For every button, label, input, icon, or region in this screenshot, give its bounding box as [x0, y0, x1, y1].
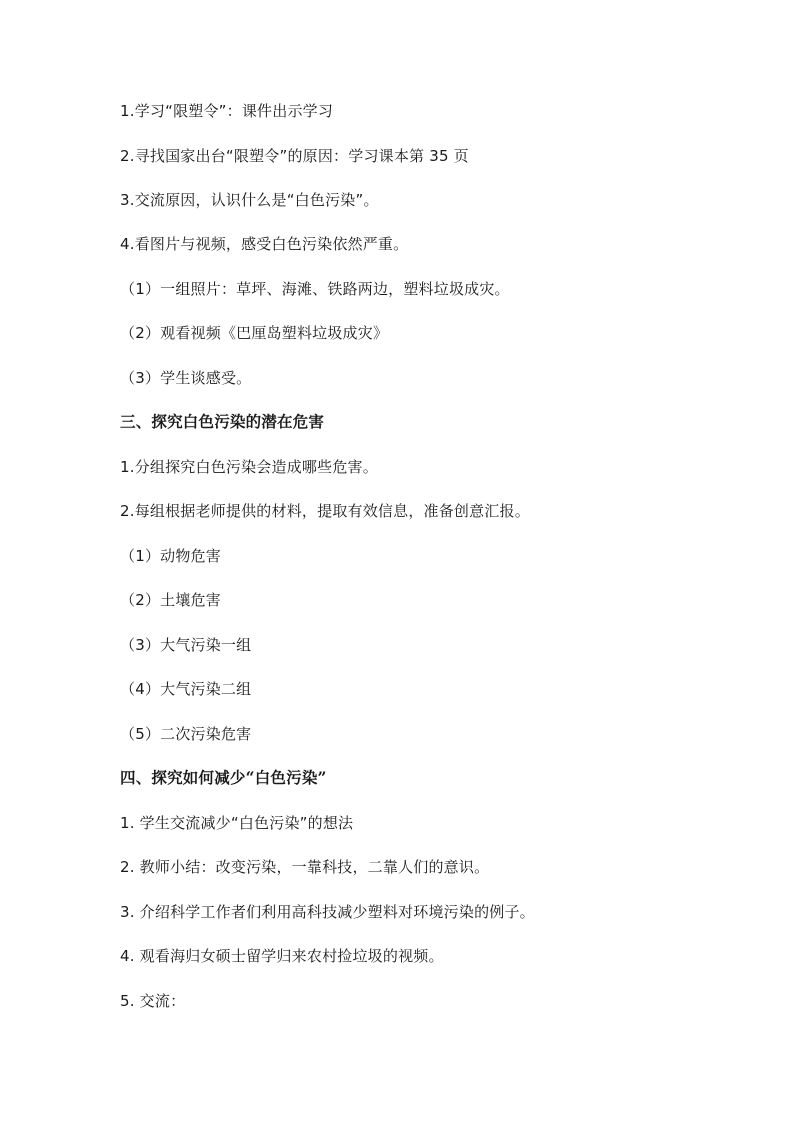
paragraph-6: 2.每组根据老师提供的材料，提取有效信息，准备创意汇报。: [120, 502, 530, 520]
paragraph-2: 2.寻找国家出台“限塑令”的原因：学习课本第 35 页: [120, 147, 469, 165]
paragraph-8: 2. 教师小结：改变污染，一靠科技，二靠人们的意识。: [120, 858, 490, 876]
paragraph-1: 1.学习“限塑令”：课件出示学习: [120, 102, 334, 120]
sub-item-3: （3）学生谈感受。: [120, 369, 252, 387]
paragraph-7: 1. 学生交流减少“白色污染”的想法: [120, 814, 354, 832]
sub-item-1: （1）一组照片：草坪、海滩、铁路两边，塑料垃圾成灾。: [120, 280, 510, 298]
paragraph-10: 4. 观看海归女硕士留学归来农村捡垃圾的视频。: [120, 947, 444, 965]
sub-item-8: （5）二次污染危害: [120, 725, 252, 743]
sub-item-5: （2）土壤危害: [120, 591, 221, 609]
paragraph-4: 4.看图片与视频，感受白色污染依然严重。: [120, 235, 409, 253]
sub-item-6: （3）大气污染一组: [120, 636, 252, 654]
sub-item-2: （2）观看视频《巴厘岛塑料垃圾成灾》: [120, 324, 389, 342]
paragraph-3: 3.交流原因，认识什么是“白色污染”。: [120, 191, 379, 209]
paragraph-9: 3. 介绍科学工作者们利用高科技减少塑料对环境污染的例子。: [120, 903, 535, 921]
sub-item-7: （4）大气污染二组: [120, 680, 252, 698]
sub-item-4: （1）动物危害: [120, 547, 221, 565]
section-heading-4: 四、探究如何减少“白色污染”: [120, 768, 327, 787]
paragraph-11: 5. 交流：: [120, 992, 186, 1010]
paragraph-5: 1.分组探究白色污染会造成哪些危害。: [120, 458, 378, 476]
section-heading-3: 三、探究白色污染的潜在危害: [120, 412, 325, 431]
